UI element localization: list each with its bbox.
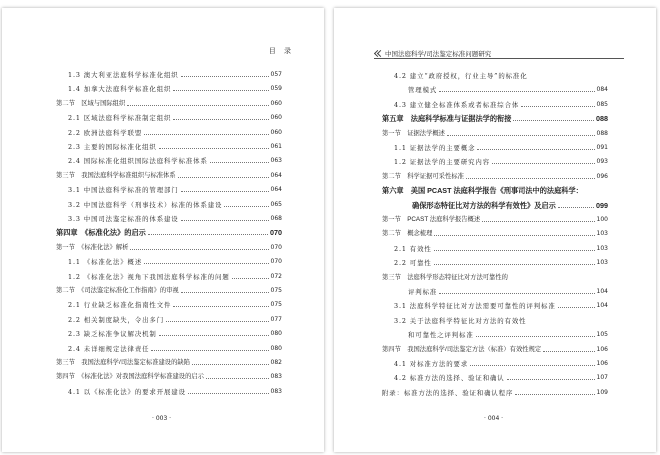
toc-entry <box>68 113 282 122</box>
dot-leader <box>206 378 269 379</box>
toc-entry-page: 105 <box>596 331 608 339</box>
toc-entry <box>68 214 282 223</box>
toc-entry <box>68 70 282 79</box>
toc-entry <box>68 142 282 151</box>
dot-leader <box>558 307 595 308</box>
toc-entry-title: 3.2 中国法庭科学（刑事技术）标准的体系建设 <box>68 200 223 209</box>
toc-entry <box>68 300 282 309</box>
toc-entry <box>56 286 282 295</box>
toc-entry-title: 2.1 有效性 <box>394 244 432 253</box>
toc-entry-title: 评判标准 <box>408 288 438 296</box>
toc-entry-title: 第二节 区域与国际组织 <box>56 99 126 107</box>
toc-entry-page: 083 <box>270 373 282 381</box>
toc-entry-page: 083 <box>270 387 282 395</box>
dot-leader <box>232 278 269 279</box>
left-page <box>2 8 324 452</box>
toc-entry-page: 070 <box>270 258 282 266</box>
toc-entry-page: 096 <box>596 172 608 180</box>
dot-leader <box>127 105 268 106</box>
toc-entry <box>394 373 608 382</box>
dot-leader <box>434 250 595 251</box>
toc-entry-page: 064 <box>270 171 282 179</box>
toc-entry <box>68 344 282 353</box>
dot-leader <box>159 148 269 149</box>
dot-leader <box>144 134 268 135</box>
toc-entry-page: 060 <box>270 128 282 136</box>
toc-entry <box>394 258 608 267</box>
toc-entry <box>394 100 608 109</box>
toc-entry-title: 第四节 《标准化法》对我国法庭科学标准建设的启示 <box>56 373 204 381</box>
dot-leader <box>482 221 594 222</box>
toc-entry-page: 077 <box>270 315 282 323</box>
toc-entry <box>394 316 608 325</box>
toc-entry-page: 088 <box>596 129 608 137</box>
toc-entry <box>68 315 282 324</box>
toc-entry-page: 080 <box>270 344 282 352</box>
toc-entry <box>382 388 608 397</box>
dot-leader <box>476 336 595 337</box>
dot-leader <box>466 178 595 179</box>
dot-leader <box>159 335 269 336</box>
dot-leader <box>173 119 268 120</box>
toc-entry <box>382 186 608 195</box>
toc-entry <box>382 172 608 181</box>
dot-leader <box>148 234 268 235</box>
toc-entry <box>394 157 608 166</box>
dot-leader <box>434 264 595 265</box>
toc-entry <box>412 201 608 210</box>
toc-entry-title: 2.1 行业缺乏标准化指南性文件 <box>68 301 172 310</box>
toc-entry-title: 和可靠性之评判标准 <box>408 331 474 340</box>
toc-entry-page: 070 <box>270 243 282 251</box>
toc-entry-page: 099 <box>596 200 608 210</box>
dot-leader <box>477 149 594 150</box>
toc-entry-page: 106 <box>596 345 608 353</box>
dot-leader <box>558 207 594 208</box>
toc-entry <box>56 171 282 180</box>
toc-entry <box>382 129 608 138</box>
toc-entry-page: 075 <box>270 301 282 309</box>
toc-entry <box>394 359 608 368</box>
toc-entry-page: 080 <box>270 330 282 338</box>
toc-entry-title: 3.2 关于法庭科学特征比对方法的有效性 <box>394 316 527 325</box>
toc-entry <box>382 229 608 238</box>
toc-entry <box>68 257 282 266</box>
toc-entry-title: 2.2 欧洲法庭科学联盟 <box>68 128 143 137</box>
toc-entry-title: 1.2 《标准化法》视角下我国法庭科学标准的问题 <box>68 272 230 281</box>
toc-entry-title: 第一节 PCAST 法庭科学报告概述 <box>382 216 481 223</box>
toc-entry-title: 3.3 中国司法鉴定标准的体系建设 <box>68 215 179 223</box>
toc-entry-page: 100 <box>596 216 608 223</box>
dot-leader <box>178 177 269 178</box>
dot-leader <box>181 292 269 293</box>
toc-entry <box>394 301 608 310</box>
toc-entry-title: 2.3 主要的国际标准化组织 <box>68 143 157 151</box>
toc-entry-page: 082 <box>270 359 282 366</box>
toc-entry-title: 2.1 区域法庭科学标准制定组织 <box>68 114 172 123</box>
dot-leader <box>439 91 594 92</box>
toc-entry-page: 109 <box>596 388 608 396</box>
toc-entry-page: 075 <box>270 287 282 294</box>
toc-entry-page: 061 <box>270 143 282 150</box>
toc-entry-page: 070 <box>270 228 282 238</box>
dot-leader <box>166 321 269 322</box>
dot-leader <box>188 393 269 394</box>
toc-entry-title: 第三节 法庭科学形态特征比对方法可靠性的 <box>382 273 508 281</box>
page-header <box>374 49 491 58</box>
toc-entry-page: 060 <box>270 99 282 107</box>
toc-entry <box>68 185 282 194</box>
toc-entry <box>56 243 282 252</box>
toc-entry <box>56 228 282 237</box>
toc-entry-title: 第三节 我国法庭科学/司法鉴定标准建设的缺陷 <box>56 359 190 366</box>
toc-entry <box>68 329 282 338</box>
dot-leader <box>492 163 595 164</box>
toc-entry-page: 057 <box>270 71 282 78</box>
dot-leader <box>210 162 269 163</box>
toc-entry <box>382 215 608 224</box>
toc-entry <box>408 330 608 339</box>
toc-entry-page: 068 <box>270 215 282 222</box>
toc-entry-title: 2.4 国际标准化组织国际法庭科学标准体系 <box>68 157 208 166</box>
toc-entry-title: 第二节 科学证据可采性标准 <box>382 172 464 180</box>
toc-entry-title: 2.3 缺乏标准争议解决机制 <box>68 330 157 339</box>
toc-entry-title: 附录：标准方法的选择、验证和确认程序 <box>382 388 514 397</box>
running-title: 中国法庭科学/司法鉴定标准问题研究 <box>385 50 492 58</box>
toc-entry-title: 第三节 我国法庭科学标准组织与标准体系 <box>56 171 176 179</box>
toc-entry <box>394 244 608 253</box>
toc-entry-title: 第二节 概念梳理 <box>382 230 433 238</box>
toc-entry-page: 085 <box>596 100 608 108</box>
dot-leader <box>439 293 594 294</box>
toc-entry-title: 第四节 我国法庭科学/司法鉴定方法（标准）有效性规定 <box>382 345 542 353</box>
toc-entry-title: 4.1 对标准方法的要求 <box>394 360 469 368</box>
toc-entry-title: 4.3 建立健全标准体系或者标准综合体 <box>394 100 520 109</box>
toc-entry-page: 107 <box>596 374 608 382</box>
toc-entry-page: 104 <box>596 302 608 310</box>
toc-entry-title: 4.1 以《标准化法》的要求开展建设 <box>68 387 186 396</box>
dot-leader <box>513 120 594 121</box>
dot-leader <box>173 90 268 91</box>
toc-entry-title: 2.4 未详细规定法律责任 <box>68 344 150 353</box>
toc-entry-page: 059 <box>270 85 282 93</box>
toc-entry-page: 103 <box>596 230 608 238</box>
toc-entry-title: 3.1 法庭科学特征比对方法需要可靠性的评判标准 <box>394 302 556 311</box>
toc-entry-page: 063 <box>270 157 282 165</box>
page-number: · 004 · <box>484 415 504 422</box>
toc-entry-title: 第一节 《标准化法》解析 <box>56 243 129 251</box>
dot-leader <box>434 235 594 236</box>
page-number: · 003 · <box>152 415 172 422</box>
dot-leader <box>507 379 595 380</box>
toc-entry <box>68 128 282 137</box>
toc-entry-page: 103 <box>596 259 608 267</box>
page-header: 目 录 <box>268 47 294 55</box>
toc-entry-title: 4.2 建立“政府授权，行业主导”的标准化 <box>394 72 528 80</box>
toc-entry-page: 060 <box>270 114 282 122</box>
toc-entry-title: 1.3 澳大利亚法庭科学标准化组织 <box>68 71 179 79</box>
toc-entry-page: 088 <box>596 114 608 124</box>
toc-entry-title: 1.4 加拿大法庭科学标准化组织 <box>68 85 172 94</box>
toc-entry <box>68 387 282 396</box>
right-page <box>334 8 656 452</box>
toc-entry <box>408 287 608 296</box>
toc-entry-page: 072 <box>270 272 282 280</box>
dot-leader <box>130 249 268 250</box>
toc-entry <box>56 99 282 108</box>
toc-entry-title: 2.2 可靠性 <box>394 259 432 268</box>
toc-entry <box>382 273 608 282</box>
dot-leader <box>470 365 594 366</box>
double-chevron-icon <box>374 50 382 58</box>
toc-entry-title: 2.2 相关制度缺失，令出多门 <box>68 315 164 324</box>
dot-leader <box>181 220 269 221</box>
dot-leader <box>173 306 268 307</box>
toc-entry-title: 确保形态特征比对方法的科学有效性》及启示 <box>412 200 556 210</box>
toc-entry-title: 第五章 法庭科学标准与证据法学的衔接 <box>382 114 512 124</box>
toc-entry-title: 4.2 标准方法的选择、验证和确认 <box>394 374 505 383</box>
toc-entry <box>394 71 608 80</box>
toc-entry-page: 064 <box>270 186 282 194</box>
dot-leader <box>181 76 269 77</box>
toc-entry <box>56 358 282 367</box>
toc-entry-page: 091 <box>596 144 608 151</box>
dot-leader <box>224 206 268 207</box>
toc-entry-title: 3.1 中国法庭科学标准的管理部门 <box>68 186 179 195</box>
toc-entry <box>382 345 608 354</box>
toc-entry <box>394 143 608 152</box>
toc-entry-title: 第一节 证据法学概述 <box>382 129 445 137</box>
toc-entry-page: 106 <box>596 360 608 367</box>
header-rule <box>374 58 624 59</box>
dot-leader <box>515 394 594 395</box>
toc-entry-title: 第四章 《标准化法》的启示 <box>56 228 146 238</box>
dot-leader <box>144 263 268 264</box>
toc-entry-page: 093 <box>596 158 608 166</box>
dot-leader <box>521 106 594 107</box>
toc-entry <box>408 85 608 94</box>
toc-entry <box>68 272 282 281</box>
toc-entry-title: 第二节 《司法鉴定标准化工作指南》的审视 <box>56 287 179 294</box>
toc-entry-title: 1.1 证据法学的主要概念 <box>394 144 476 152</box>
toc-entry-page: 103 <box>596 244 608 252</box>
dot-leader <box>447 135 595 136</box>
dot-leader <box>151 350 268 351</box>
dot-leader <box>181 191 269 192</box>
toc-entry-page: 065 <box>270 200 282 208</box>
toc-entry <box>68 156 282 165</box>
toc-entry <box>68 84 282 93</box>
toc-entry-title: 第六章 美国 PCAST 法庭科学报告《刑事司法中的法庭科学： <box>382 186 583 196</box>
toc-entry <box>56 372 282 381</box>
toc-entry <box>382 114 608 123</box>
toc-entry-page: 104 <box>596 288 608 295</box>
toc-entry-title: 1.2 证据法学的主要研究内容 <box>394 158 490 167</box>
toc-entry <box>68 200 282 209</box>
toc-entry-page: 084 <box>596 86 608 94</box>
toc-entry-title: 管理模式 <box>408 86 438 95</box>
dot-leader <box>543 351 594 352</box>
toc-entry-title: 1.1 《标准化法》概述 <box>68 258 143 267</box>
dot-leader <box>192 364 269 365</box>
